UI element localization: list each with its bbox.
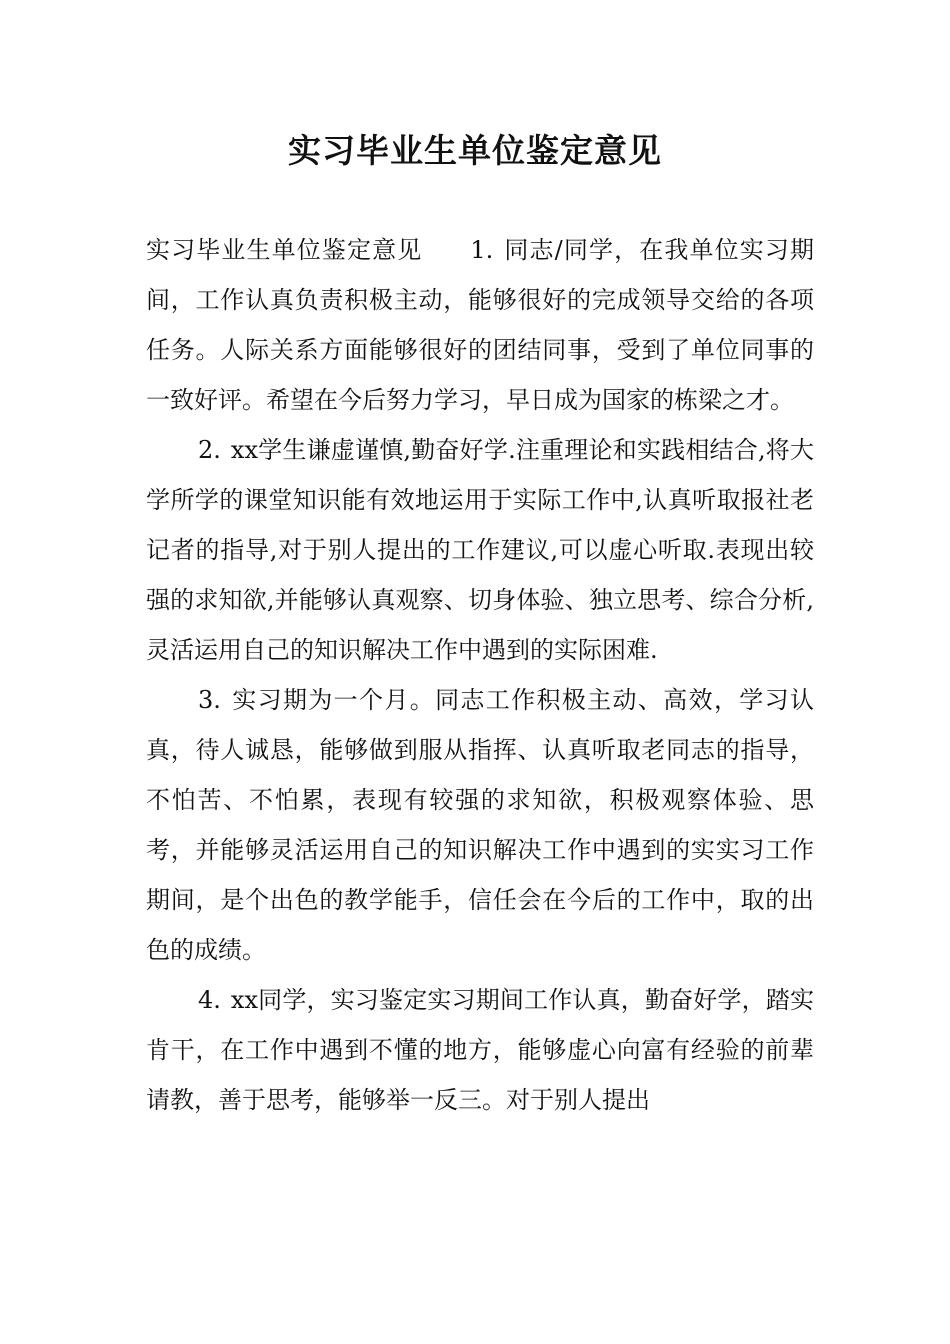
page-title: 实习毕业生单位鉴定意见 xyxy=(288,131,662,170)
paragraph-number: 2. xyxy=(198,436,221,464)
paragraph-number: 3. xyxy=(198,686,221,714)
paragraph-number: 1. xyxy=(470,236,494,264)
lead-heading: 实习毕业生单位鉴定意见 xyxy=(146,236,423,264)
paragraph-4 xyxy=(146,975,814,1125)
paragraph-text: 实习期为一个月。同志工作积极主动、高效，学习认真，待人诚恳，能够做到服从指挥、认真听取老同志的指导，不怕苦、不怕累，表现有较强的求知欲，积极观察体验、思考，并能够灵活运用自己的知识解决工作中遇到的实实习工作期间，是个出色的教学能手，信任会在今后的工作中，取的出色的成绩。 xyxy=(146,686,814,964)
paragraph-2 xyxy=(146,425,814,675)
paragraph-text: xx同学，实习鉴定实习期间工作认真，勤奋好学，踏实肯干，在工作中遇到不懂的地方，能够虚心向富有经验的前辈请教，善于思考，能够举一反三。对于别人提出 xyxy=(146,986,814,1114)
document-body xyxy=(146,225,814,1125)
paragraph-text: 同志/同学，在我单位实习期间，工作认真负责积极主动，能够很好的完成领导交给的各项任务。人际关系方面能够很好的团结同事，受到了单位同事的一致好评。希望在今后努力学习，早日成为国家的栋梁之才。 xyxy=(146,236,814,414)
paragraph-number: 4. xyxy=(198,986,221,1014)
paragraph-3 xyxy=(146,675,814,975)
paragraph-1 xyxy=(146,225,814,425)
paragraph-text: xx学生谦虚谨慎,勤奋好学.注重理论和实践相结合,将大学所学的课堂知识能有效地运用于实际工作中,认真听取报社老记者的指导,对于别人提出的工作建议,可以虚心听取.表现出较强的求知欲,并能够认真观察、切身体验、独立思考、综合分析,灵活运用自己的知识解决工作中遇到的实际困难. xyxy=(146,436,814,664)
